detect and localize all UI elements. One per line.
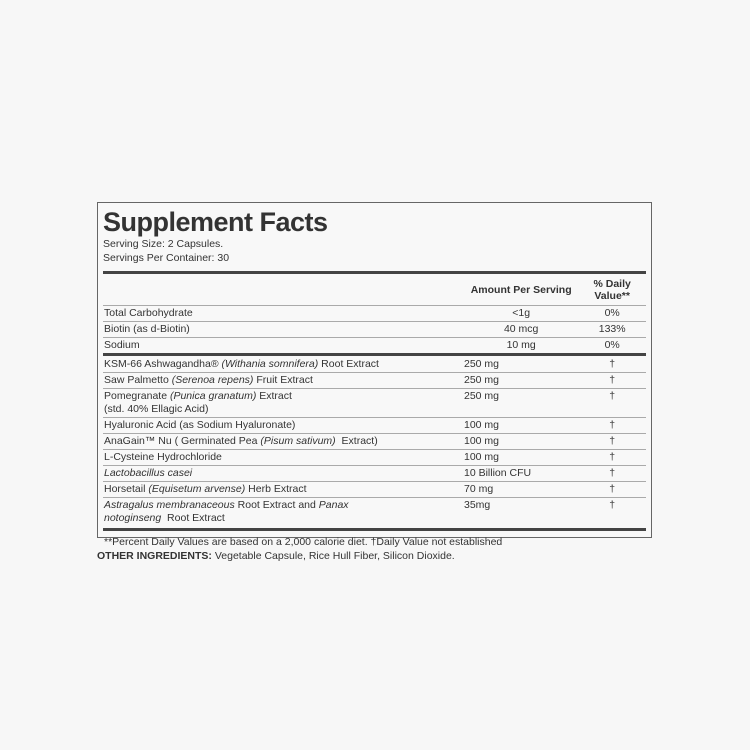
ingredient-name <box>103 323 464 336</box>
amount: 100 mg <box>464 419 500 431</box>
name-segment: Root Extract <box>161 512 225 524</box>
amount: 70 mg <box>464 483 494 495</box>
name-segment: Sodium <box>104 339 140 351</box>
daily-value: † <box>609 467 616 479</box>
serving-size: Serving Size: 2 Capsules. <box>103 238 224 250</box>
supplement-facts-panel <box>97 202 652 548</box>
ingredient-name <box>103 483 464 496</box>
name-segment: Panax <box>318 499 349 511</box>
other-ingredients-label: OTHER INGREDIENTS: <box>97 550 212 562</box>
other-ingredients <box>97 550 455 562</box>
daily-value: † <box>609 483 616 495</box>
ingredient-rows <box>103 357 646 526</box>
name-segment: Extract <box>256 390 292 402</box>
table-row <box>103 418 646 434</box>
name-segment: Saw Palmetto <box>104 374 172 386</box>
name-segment: (Serenoa repens) <box>171 374 254 386</box>
daily-value-header-line2: Value** <box>594 289 630 302</box>
daily-value: 133% <box>598 323 626 335</box>
nutrient-rows <box>103 306 646 353</box>
name-segment: (Equisetum arvense) <box>148 483 246 495</box>
name-segment: Horsetail <box>104 483 149 495</box>
name-segment: Pomegranate <box>104 390 170 402</box>
table-header <box>103 274 646 305</box>
ingredient-name <box>103 358 464 371</box>
name-segment: (Withania somnifera) <box>221 358 319 370</box>
name-segment: notoginseng <box>104 512 162 524</box>
amount: 40 mcg <box>503 323 539 335</box>
daily-value: † <box>609 390 616 402</box>
daily-value: † <box>609 499 616 511</box>
name-segment: Astragalus membranaceous <box>104 499 235 511</box>
daily-value: † <box>609 451 616 463</box>
amount: 100 mg <box>464 435 500 447</box>
name-segment: (Punica granatum) <box>169 390 257 402</box>
name-segment: Fruit Extract <box>253 374 313 386</box>
amount: 100 mg <box>464 451 500 463</box>
daily-value: † <box>609 358 616 370</box>
name-segment: AnaGain™ Nu ( Germinated Pea <box>104 435 261 447</box>
amount: <1g <box>512 307 531 319</box>
ingredient-name <box>103 467 464 480</box>
amount: 35mg <box>464 499 491 511</box>
ingredient-name <box>103 451 464 464</box>
table-row <box>103 482 646 498</box>
table-row <box>103 434 646 450</box>
name-segment: Biotin (as d-Biotin) <box>104 323 190 335</box>
name-segment: (std. 40% Ellagic Acid) <box>104 403 209 415</box>
amount: 250 mg <box>464 374 500 386</box>
name-segment: Root Extract and <box>234 499 319 511</box>
table-row <box>103 466 646 482</box>
name-segment: Hyaluronic Acid (as Sodium Hyaluronate) <box>104 419 296 431</box>
other-ingredients-text: Vegetable Capsule, Rice Hull Fiber, Silicon Dioxide. <box>211 550 455 562</box>
name-segment: L-Cysteine Hydrochloride <box>104 451 222 463</box>
table-row <box>103 322 646 338</box>
daily-value-header-line1: % Daily <box>593 277 631 290</box>
panel-title: Supplement Facts <box>103 207 328 237</box>
table-row <box>103 450 646 466</box>
ingredient-name <box>103 419 464 432</box>
table-row <box>103 373 646 389</box>
ingredient-name <box>103 499 464 525</box>
table-row <box>103 306 646 322</box>
daily-value: † <box>609 374 616 386</box>
amount: 250 mg <box>464 390 500 402</box>
divider <box>103 353 646 356</box>
table-row <box>103 389 646 418</box>
ingredient-name <box>103 374 464 387</box>
ingredient-name <box>103 339 464 352</box>
daily-value: 0% <box>604 339 620 351</box>
amount: 10 Billion CFU <box>464 467 532 479</box>
name-segment: Root Extract <box>318 358 379 370</box>
amount: 250 mg <box>464 358 500 370</box>
name-segment: Extract) <box>335 435 378 447</box>
daily-value-header <box>578 278 646 302</box>
table-row <box>103 498 646 526</box>
table-row <box>103 338 646 353</box>
name-segment: Herb Extract <box>245 483 307 495</box>
name-segment: KSM-66 Ashwagandha® <box>104 358 222 370</box>
table-row <box>103 357 646 373</box>
amount-header: Amount Per Serving <box>470 283 572 296</box>
daily-value: † <box>609 435 616 447</box>
name-segment: (Pisum sativum) <box>260 435 336 447</box>
servings-per-container: Servings Per Container: 30 <box>103 252 230 264</box>
daily-value: † <box>609 419 616 431</box>
name-segment: Total Carbohydrate <box>104 307 193 319</box>
amount: 10 mg <box>506 339 536 351</box>
footnote: **Percent Daily Values are based on a 2,000 calorie diet. †Daily Value not established <box>104 536 503 548</box>
ingredient-name <box>103 435 464 448</box>
ingredient-name <box>103 307 464 320</box>
ingredient-name <box>103 390 464 416</box>
daily-value: 0% <box>604 307 620 319</box>
name-segment: Lactobacillus casei <box>104 467 193 479</box>
